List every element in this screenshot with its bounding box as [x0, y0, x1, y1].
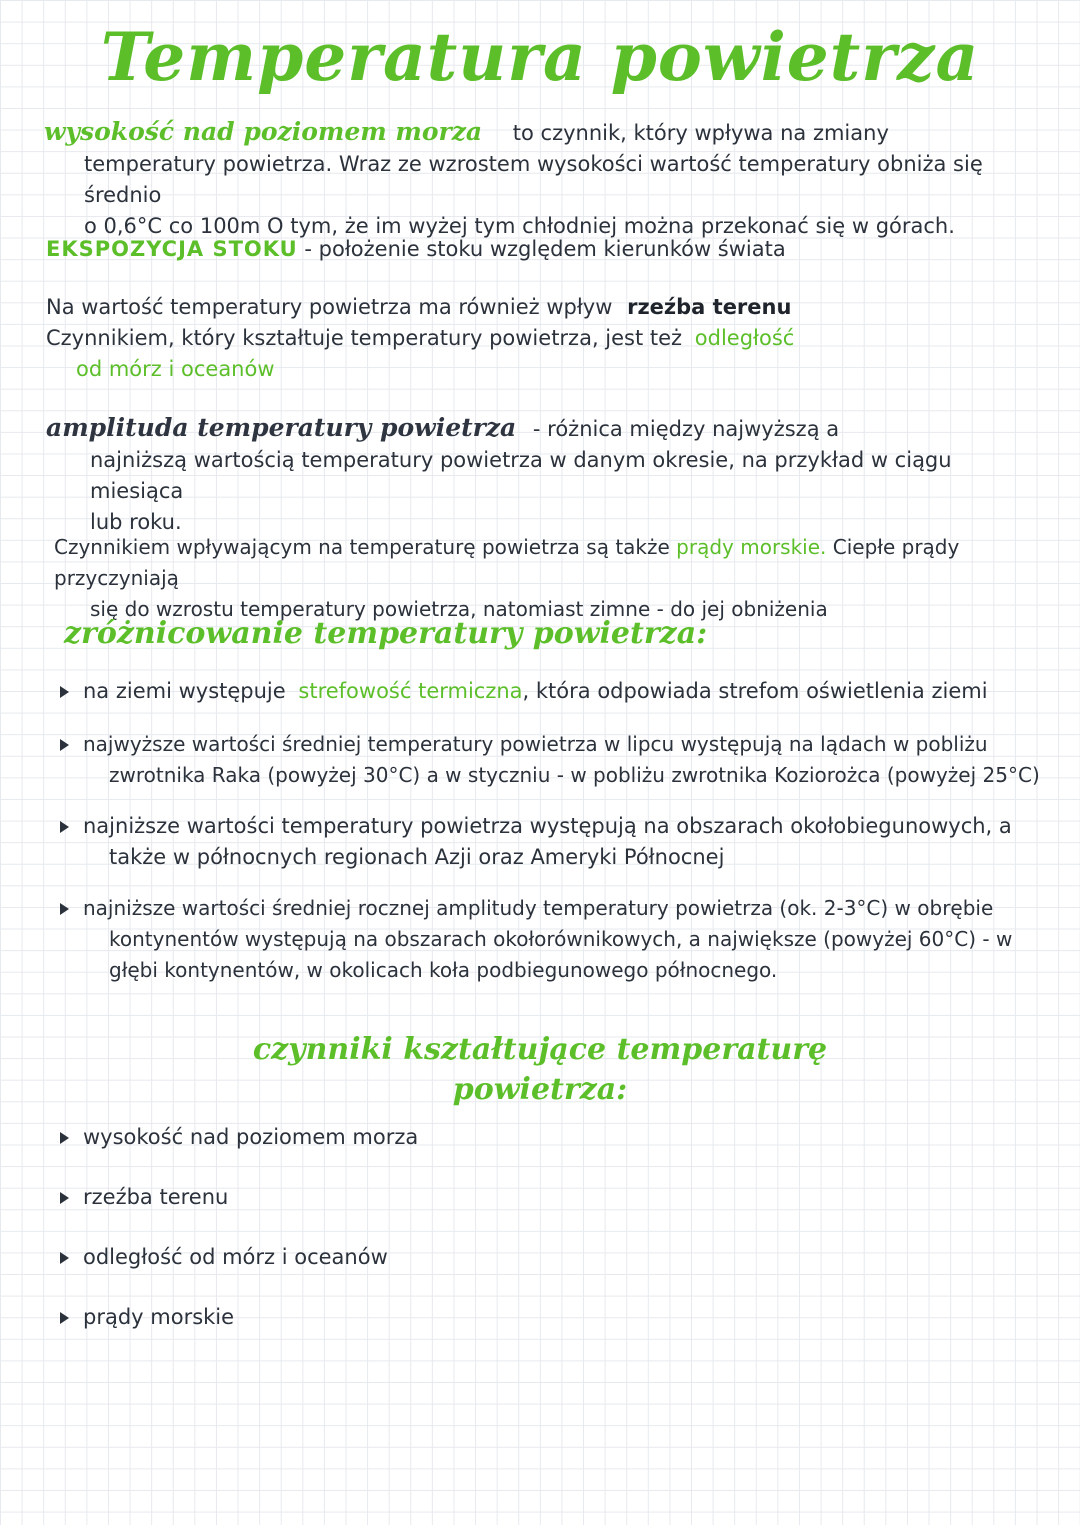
amplitude-line-3: lub roku. — [90, 510, 182, 534]
factors-heading-line-1: czynniki kształtujące temperaturę — [252, 1032, 828, 1067]
list-item — [60, 1122, 860, 1153]
bullet-icon — [60, 739, 69, 751]
currents-line-1: Czynnikiem wpływającym na temperaturę powietrza są także — [54, 535, 670, 559]
section-amplitude — [46, 412, 1046, 538]
variation-heading: zróżnicowanie temperatury powietrza: — [64, 616, 708, 651]
altitude-line-2: temperatury powietrza. Wraz ze wzrostem wysokości wartość temperatury obniża się średnio — [84, 152, 983, 207]
section-relief-distance — [46, 292, 1046, 385]
variation-list — [60, 676, 1050, 986]
currents-line-2: się do wzrostu temperatury powietrza, natomiast zimne - do jej obniżenia — [90, 597, 828, 621]
distance-term: odległość — [694, 326, 795, 350]
variation-b4-line-1: najniższe wartości średniej rocznej amplitudy temperatury powietrza (ok. 2-3°C) w obrębie — [83, 896, 994, 920]
bullet-icon — [60, 1312, 69, 1324]
relief-line-1: Na wartość temperatury powietrza ma również wpływ — [46, 295, 613, 319]
bullet-icon — [60, 1192, 69, 1204]
distance-term-cont: od mórz i oceanów — [76, 357, 275, 381]
bullet-icon — [60, 903, 69, 915]
variation-b3-line-2: także w północnych regionach Azji oraz Ameryki Północnej — [109, 845, 725, 869]
variation-b2-line-1: najwyższe wartości średniej temperatury powietrza w lipcu występują na lądach w pobliżu — [83, 732, 988, 756]
factor-item: rzeźba terenu — [83, 1185, 229, 1209]
altitude-heading: wysokość nad poziomem morza — [44, 117, 483, 146]
variation-b3-line-1: najniższe wartości temperatury powietrza występują na obszarach okołobiegunowych, a — [83, 814, 1012, 838]
amplitude-heading: amplituda temperatury powietrza — [46, 413, 517, 442]
slope-exposure-heading: EKSPOZYCJA STOKU — [46, 237, 298, 261]
factor-item: wysokość nad poziomem morza — [83, 1125, 419, 1149]
list-item — [60, 729, 1050, 791]
factors-list — [60, 1122, 860, 1333]
list-item — [60, 893, 1050, 986]
altitude-line-3: o 0,6°C co 100m O tym, że im wyżej tym chłodniej można przekonać się w górach. — [84, 214, 955, 238]
bullet-icon — [60, 1132, 69, 1144]
bullet-icon — [60, 686, 69, 698]
relief-term: rzeźba terenu — [627, 295, 792, 319]
list-item — [60, 811, 1050, 873]
amplitude-line-2: najniższą wartością temperatury powietrza w danym okresie, na przykład w ciągu miesiąca — [90, 448, 952, 503]
slope-exposure-text: - położenie stoku względem kierunków świata — [304, 237, 786, 261]
altitude-lead: to czynnik, który wpływa na zmiany — [512, 121, 889, 145]
bullet-icon — [60, 1252, 69, 1264]
bullet-icon — [60, 821, 69, 833]
variation-b4-line-2: kontynentów występują na obszarach okołorównikowych, a największe (powyżej 60°C) - w — [109, 927, 1013, 951]
variation-b1-rest: , która odpowiada strefom oświetlenia ziemi — [522, 679, 988, 703]
list-item — [60, 676, 1050, 707]
variation-b1-text: na ziemi występuje — [83, 679, 286, 703]
variation-b1-term: strefowość termiczna — [298, 679, 523, 703]
currents-term: prądy morskie. — [676, 535, 827, 559]
amplitude-lead: - różnica między najwyższą a — [532, 417, 840, 441]
distance-line: Czynnikiem, który kształtuje temperatury powietrza, jest też — [46, 326, 683, 350]
factors-heading-line-2: powietrza: — [452, 1072, 628, 1107]
list-item — [60, 1302, 860, 1333]
list-item — [60, 1242, 860, 1273]
page-title: Temperatura powietrza — [100, 18, 980, 96]
variation-b2-line-2: zwrotnika Raka (powyżej 30°C) a w styczniu - w pobliżu zwrotnika Koziorożca (powyżej 25°C) — [109, 763, 1040, 787]
section-slope-exposure — [46, 234, 1046, 265]
factor-item: prądy morskie — [83, 1305, 235, 1329]
variation-b4-line-3: głębi kontynentów, w okolicach koła podbiegunowego północnego. — [109, 958, 778, 982]
list-item — [60, 1182, 860, 1213]
factor-item: odległość od mórz i oceanów — [83, 1245, 388, 1269]
currents-line-1b: Ciepłe prądy przyczyniają — [54, 535, 960, 590]
section-altitude — [44, 116, 1044, 242]
